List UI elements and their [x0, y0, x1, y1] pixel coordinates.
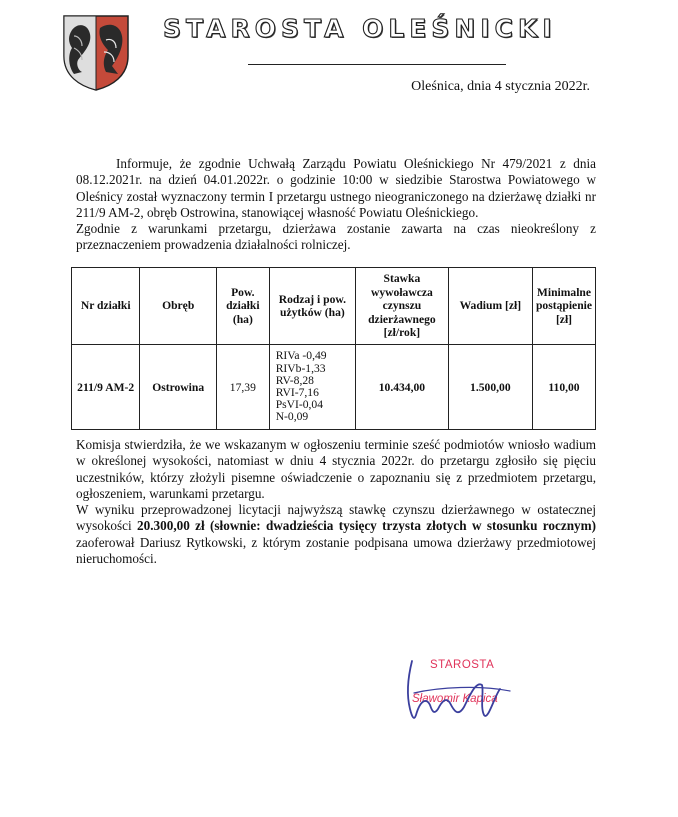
- lease-table: [71, 267, 596, 430]
- date-line: Oleśnica, dnia 4 stycznia 2022r.: [411, 79, 590, 94]
- cell-deposit: 1.500,00: [448, 345, 532, 430]
- result-text-end: zaoferował Dariusz Rytkowski, z którym zostanie podpisana umowa dzierżawy przedmiotowej nieruchomości.: [76, 534, 596, 567]
- column-header-precinct: Obręb: [140, 268, 217, 345]
- cell-minimum-bid: 110,00: [532, 345, 595, 430]
- cell-precinct: Ostrowina: [140, 345, 217, 430]
- commission-paragraph: Komisja stwierdziła, że we wskazanym w ogłoszeniu terminie sześć podmiotów wniosło wadium w określonej wysokości, natomiast w dniu 4 stycznia 2022r. do przetargu zgłosiło się pięciu uczestników, którzy złożyli pisemne oświadczenie o zapoznaniu się z przedmiotem przetargu, ogłoszeniem, warunkami przetargu.: [76, 437, 596, 501]
- announcement-body: [76, 156, 596, 254]
- column-header-land-uses: Rodzaj i pow. użytków (ha): [269, 268, 355, 345]
- column-header-minimum-bid: Minimalne postąpienie [zł]: [532, 268, 595, 345]
- result-text-start: W wyniku przeprowadzonej licytacji najwyższą stawkę czynszu dzierżawnego w ostatecznej wysokości: [76, 502, 596, 534]
- column-header-deposit: Wadium [zł]: [448, 268, 532, 345]
- result-body: [76, 437, 596, 567]
- auction-result-paragraph: [76, 502, 596, 567]
- column-header-starting-rent: Stawka wywoławcza czynszu dzierżawnego [zł/rok]: [356, 268, 449, 345]
- coat-of-arms-icon: [60, 12, 132, 92]
- cell-land-uses: [269, 345, 355, 430]
- cell-parcel-no: 211/9 AM-2: [72, 345, 140, 430]
- land-use-item: PsVI-0,04: [275, 398, 324, 412]
- land-use-item: RV-8,28: [275, 373, 314, 387]
- land-use-item: RIVb-1,33: [275, 361, 326, 375]
- header-divider: [248, 64, 506, 65]
- winning-bid-amount: 20.300,00 zł (słownie: dwadzieścia tysięcy trzysta złotych w stosunku rocznym): [137, 518, 596, 534]
- handwritten-signature: [400, 657, 515, 727]
- stamp-name: Sławomir Kapica: [412, 693, 498, 705]
- intro-paragraph: Informuje, że zgodnie Uchwałą Zarządu Powiatu Oleśnickiego Nr 479/2021 z dnia 08.12.2021r. na dzień 04.01.2022r. o godzinie 10:00 w siedzibie Starostwa Powiatowego w Oleśnicy został wyznaczony termin I przetargu ustnego nieograniczonego na dzierżawę działki nr 211/9 AM-2, obręb Ostrowina, stanowiącej własność Powiatu Oleśnickiego.: [76, 156, 596, 220]
- column-header-parcel-no: Nr działki: [72, 268, 140, 345]
- land-use-item: RVI-7,16: [275, 386, 319, 399]
- page-title: STAROSTA OLEŚNICKI: [163, 14, 557, 43]
- column-header-area: Pow. działki (ha): [216, 268, 269, 345]
- table-header-row: [72, 268, 596, 345]
- land-use-item: RIVa -0,49: [275, 349, 327, 363]
- stamp-office: STAROSTA: [430, 659, 495, 671]
- lease-terms-paragraph: Zgodnie z warunkami przetargu, dzierżawa zostanie zawarta na czas nieokreślony z przeznaczeniem prowadzenia działalności rolniczej.: [76, 221, 596, 253]
- cell-area: 17,39: [216, 345, 269, 430]
- cell-starting-rent: 10.434,00: [356, 345, 449, 430]
- land-use-item: N-0,09: [275, 410, 309, 424]
- table-row: [72, 345, 596, 430]
